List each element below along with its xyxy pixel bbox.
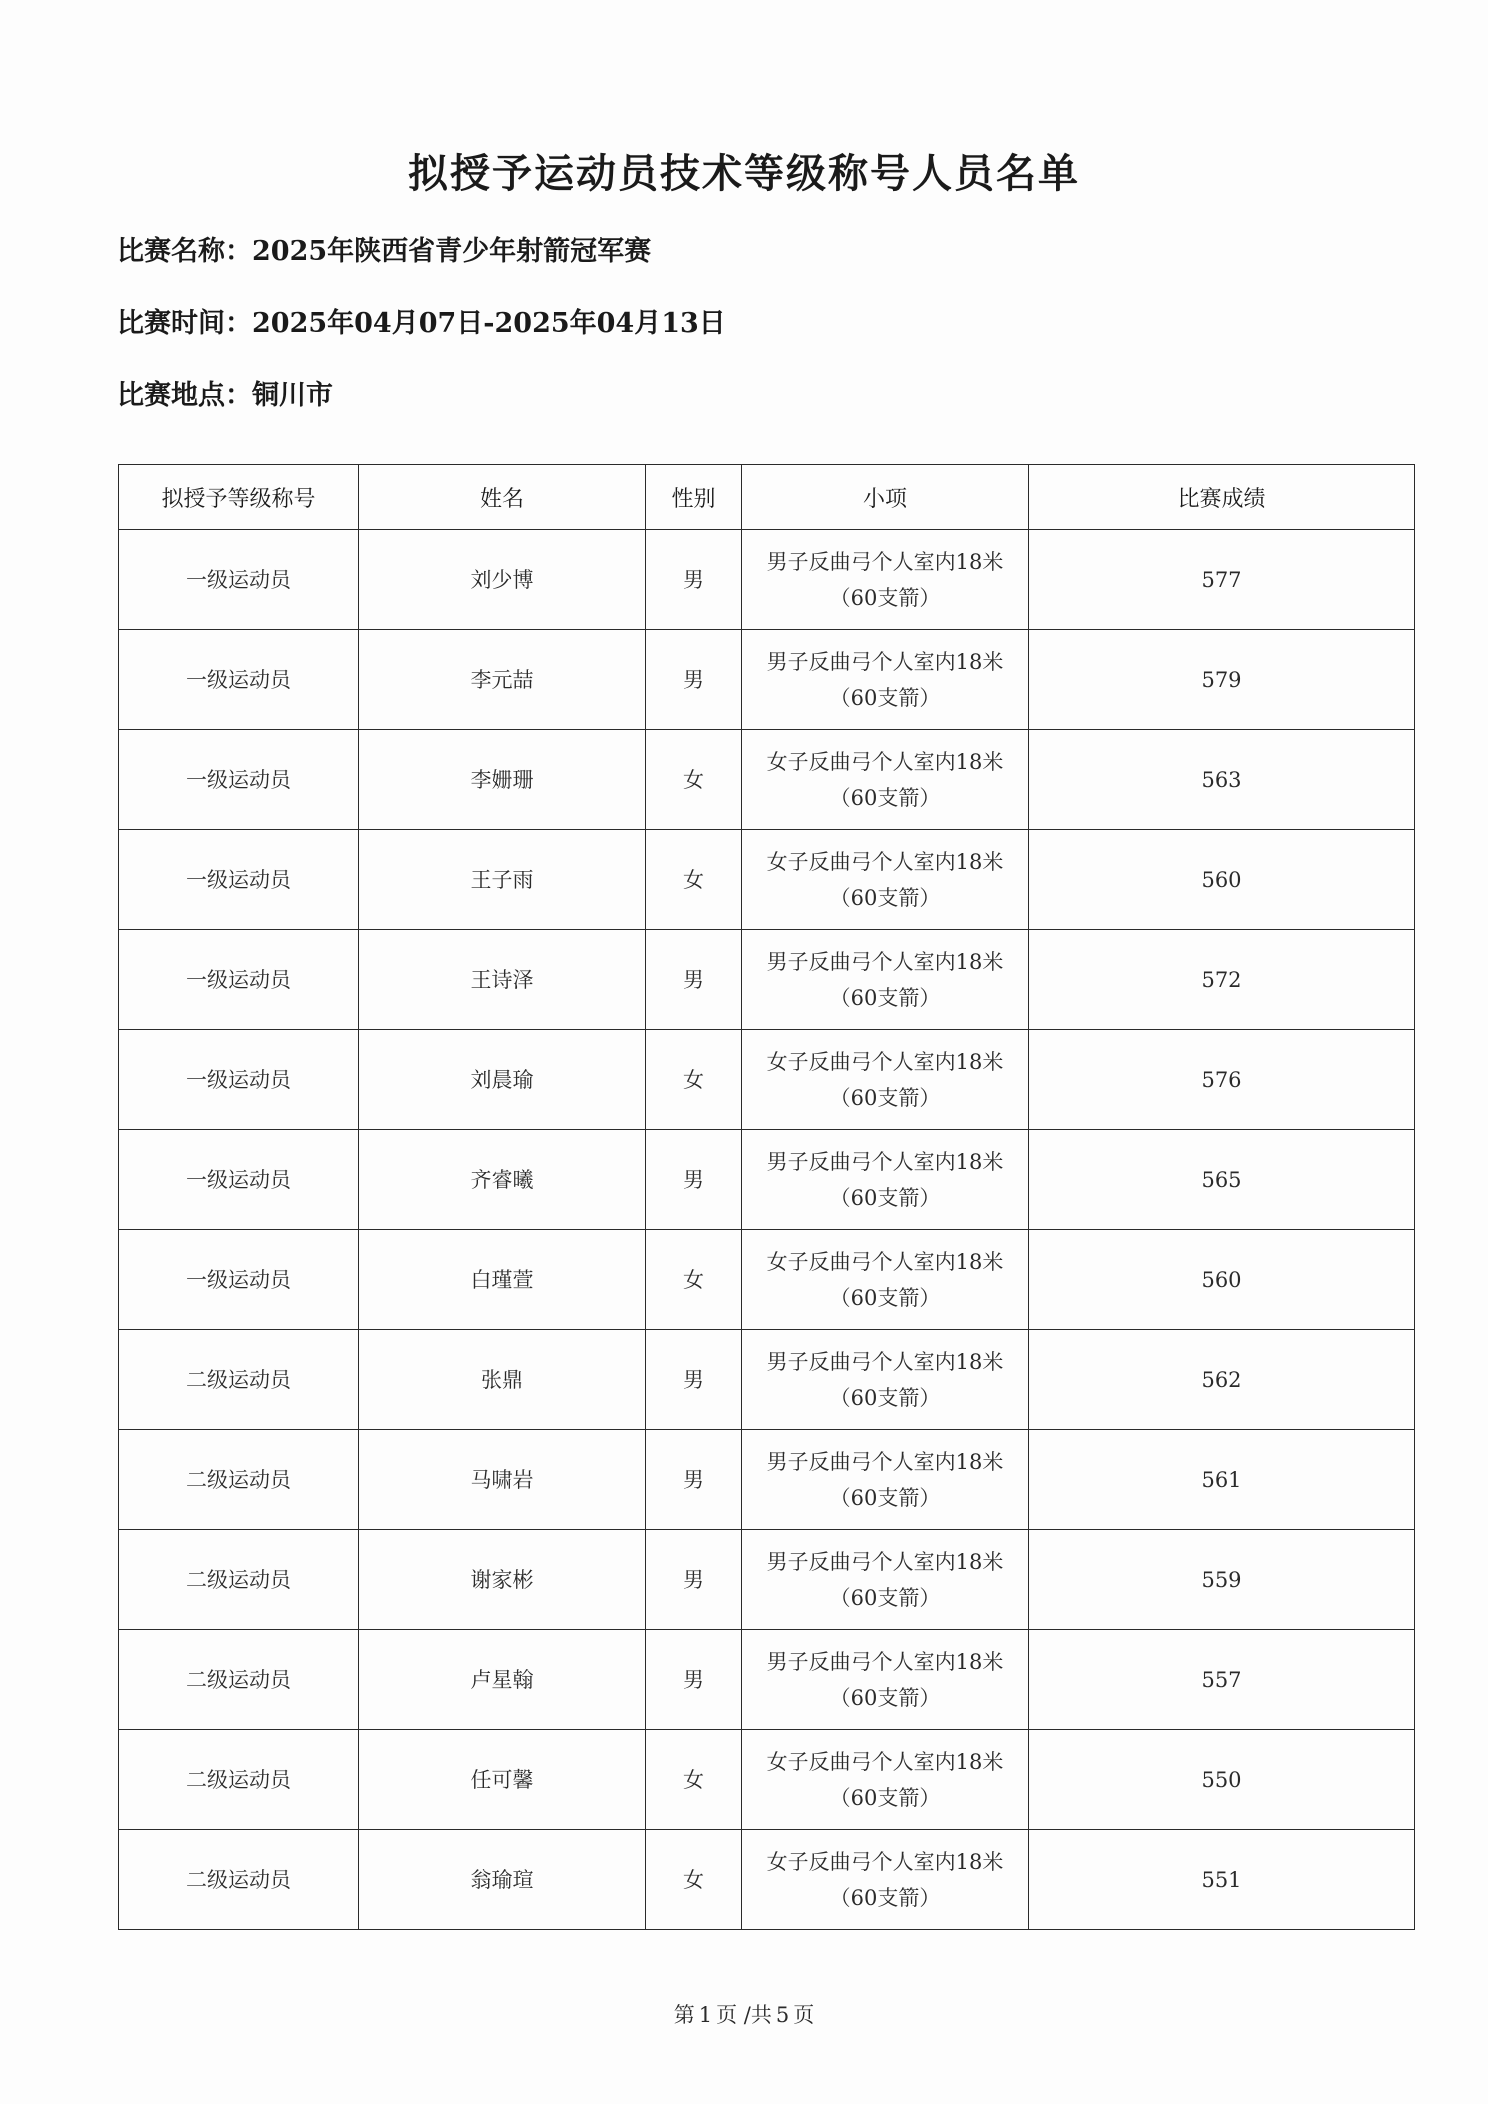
cell-name: 任可馨 bbox=[359, 1730, 646, 1830]
cell-name: 刘少博 bbox=[359, 530, 646, 630]
cell-grade: 二级运动员 bbox=[119, 1730, 359, 1830]
header-score: 比赛成绩 bbox=[1029, 465, 1415, 530]
cell-name: 卢星翰 bbox=[359, 1630, 646, 1730]
cell-event bbox=[742, 630, 1029, 730]
cell-name: 白瑾萱 bbox=[359, 1230, 646, 1330]
event-line-2: （60支箭） bbox=[829, 1185, 941, 1210]
event-line-2: （60支箭） bbox=[829, 885, 941, 910]
cell-grade: 一级运动员 bbox=[119, 630, 359, 730]
event-line-1: 女子反曲弓个人室内18米 bbox=[766, 1249, 1004, 1274]
cell-event bbox=[742, 1630, 1029, 1730]
cell-gender: 男 bbox=[646, 1630, 742, 1730]
cell-name: 齐睿曦 bbox=[359, 1130, 646, 1230]
cell-gender: 男 bbox=[646, 1330, 742, 1430]
cell-name: 马啸岩 bbox=[359, 1430, 646, 1530]
cell-gender: 男 bbox=[646, 1430, 742, 1530]
cell-score: 551 bbox=[1029, 1830, 1415, 1930]
cell-event bbox=[742, 1330, 1029, 1430]
cell-score: 576 bbox=[1029, 1030, 1415, 1130]
cell-score: 550 bbox=[1029, 1730, 1415, 1830]
cell-score: 560 bbox=[1029, 1230, 1415, 1330]
competition-name-line bbox=[117, 234, 651, 270]
cell-event bbox=[742, 1730, 1029, 1830]
event-line-2: （60支箭） bbox=[829, 585, 941, 610]
cell-gender: 男 bbox=[646, 1130, 742, 1230]
cell-event bbox=[742, 930, 1029, 1030]
cell-name: 刘晨瑜 bbox=[359, 1030, 646, 1130]
table-row bbox=[119, 730, 1415, 830]
page-number bbox=[0, 2000, 1488, 2030]
table-row bbox=[119, 530, 1415, 630]
event-line-2: （60支箭） bbox=[829, 1385, 941, 1410]
athlete-grade-table bbox=[118, 464, 1415, 1930]
competition-place-label: 比赛地点： bbox=[117, 380, 252, 411]
cell-score: 559 bbox=[1029, 1530, 1415, 1630]
event-line-2: （60支箭） bbox=[829, 1785, 941, 1810]
cell-event bbox=[742, 1230, 1029, 1330]
table-row bbox=[119, 1030, 1415, 1130]
cell-grade: 一级运动员 bbox=[119, 1030, 359, 1130]
cell-event bbox=[742, 830, 1029, 930]
cell-grade: 一级运动员 bbox=[119, 530, 359, 630]
table-row bbox=[119, 1430, 1415, 1530]
header-gender: 性别 bbox=[646, 465, 742, 530]
competition-place-value: 铜川市 bbox=[252, 380, 333, 411]
competition-name-label: 比赛名称： bbox=[117, 236, 252, 267]
cell-name: 张鼎 bbox=[359, 1330, 646, 1430]
competition-name-value: 2025年陕西省青少年射箭冠军赛 bbox=[252, 236, 652, 267]
cell-score: 565 bbox=[1029, 1130, 1415, 1230]
cell-gender: 女 bbox=[646, 1030, 742, 1130]
event-line-1: 女子反曲弓个人室内18米 bbox=[766, 749, 1004, 774]
competition-time-line bbox=[117, 306, 726, 342]
cell-name: 李姗珊 bbox=[359, 730, 646, 830]
table-row bbox=[119, 930, 1415, 1030]
header-grade: 拟授予等级称号 bbox=[119, 465, 359, 530]
event-line-2: （60支箭） bbox=[829, 1685, 941, 1710]
event-line-2: （60支箭） bbox=[829, 1085, 941, 1110]
event-line-1: 男子反曲弓个人室内18米 bbox=[766, 1449, 1004, 1474]
cell-gender: 男 bbox=[646, 630, 742, 730]
cell-grade: 二级运动员 bbox=[119, 1630, 359, 1730]
cell-score: 561 bbox=[1029, 1430, 1415, 1530]
table-body bbox=[119, 530, 1415, 1930]
event-line-1: 男子反曲弓个人室内18米 bbox=[766, 1349, 1004, 1374]
cell-event bbox=[742, 530, 1029, 630]
header-event: 小项 bbox=[742, 465, 1029, 530]
cell-gender: 女 bbox=[646, 730, 742, 830]
cell-score: 557 bbox=[1029, 1630, 1415, 1730]
page-total: 5 bbox=[775, 2003, 790, 2027]
event-line-2: （60支箭） bbox=[829, 1585, 941, 1610]
competition-place-line bbox=[117, 378, 333, 414]
event-line-2: （60支箭） bbox=[829, 1485, 941, 1510]
table-row bbox=[119, 1130, 1415, 1230]
cell-name: 王诗泽 bbox=[359, 930, 646, 1030]
event-line-1: 男子反曲弓个人室内18米 bbox=[766, 649, 1004, 674]
event-line-1: 男子反曲弓个人室内18米 bbox=[766, 549, 1004, 574]
table-header-row bbox=[119, 465, 1415, 530]
cell-grade: 一级运动员 bbox=[119, 1130, 359, 1230]
cell-name: 王子雨 bbox=[359, 830, 646, 930]
event-line-1: 男子反曲弓个人室内18米 bbox=[766, 1649, 1004, 1674]
table-row bbox=[119, 1230, 1415, 1330]
cell-name: 翁瑜瑄 bbox=[359, 1830, 646, 1930]
event-line-2: （60支箭） bbox=[829, 1285, 941, 1310]
page-current: 1 bbox=[698, 2003, 713, 2027]
page-prefix: 第 bbox=[673, 2003, 695, 2027]
event-line-2: （60支箭） bbox=[829, 785, 941, 810]
cell-grade: 一级运动员 bbox=[119, 830, 359, 930]
cell-event bbox=[742, 1030, 1029, 1130]
event-line-1: 男子反曲弓个人室内18米 bbox=[766, 949, 1004, 974]
document-title: 拟授予运动员技术等级称号人员名单 bbox=[408, 151, 1080, 197]
cell-gender: 男 bbox=[646, 530, 742, 630]
event-line-2: （60支箭） bbox=[829, 1885, 941, 1910]
event-line-2: （60支箭） bbox=[829, 685, 941, 710]
event-line-1: 女子反曲弓个人室内18米 bbox=[766, 1849, 1004, 1874]
table-row bbox=[119, 1330, 1415, 1430]
cell-gender: 女 bbox=[646, 1830, 742, 1930]
cell-grade: 一级运动员 bbox=[119, 1230, 359, 1330]
table-row bbox=[119, 1730, 1415, 1830]
cell-event bbox=[742, 1530, 1029, 1630]
cell-event bbox=[742, 730, 1029, 830]
cell-gender: 女 bbox=[646, 1230, 742, 1330]
event-line-1: 女子反曲弓个人室内18米 bbox=[766, 1049, 1004, 1074]
table-row bbox=[119, 1530, 1415, 1630]
cell-grade: 二级运动员 bbox=[119, 1830, 359, 1930]
cell-grade: 二级运动员 bbox=[119, 1330, 359, 1430]
page-middle: 页 /共 bbox=[716, 2003, 772, 2027]
cell-grade: 二级运动员 bbox=[119, 1530, 359, 1630]
event-line-1: 男子反曲弓个人室内18米 bbox=[766, 1549, 1004, 1574]
table-row bbox=[119, 630, 1415, 730]
cell-gender: 男 bbox=[646, 930, 742, 1030]
header-name: 姓名 bbox=[359, 465, 646, 530]
event-line-1: 女子反曲弓个人室内18米 bbox=[766, 849, 1004, 874]
cell-score: 562 bbox=[1029, 1330, 1415, 1430]
cell-name: 谢家彬 bbox=[359, 1530, 646, 1630]
competition-time-value: 2025年04月07日-2025年04月13日 bbox=[252, 308, 726, 339]
cell-name: 李元喆 bbox=[359, 630, 646, 730]
cell-score: 572 bbox=[1029, 930, 1415, 1030]
cell-event bbox=[742, 1830, 1029, 1930]
event-line-1: 男子反曲弓个人室内18米 bbox=[766, 1149, 1004, 1174]
event-line-2: （60支箭） bbox=[829, 985, 941, 1010]
cell-gender: 男 bbox=[646, 1530, 742, 1630]
cell-gender: 女 bbox=[646, 830, 742, 930]
page-suffix: 页 bbox=[793, 2003, 815, 2027]
competition-time-label: 比赛时间： bbox=[117, 308, 252, 339]
cell-score: 579 bbox=[1029, 630, 1415, 730]
table-row bbox=[119, 830, 1415, 930]
cell-score: 563 bbox=[1029, 730, 1415, 830]
cell-grade: 二级运动员 bbox=[119, 1430, 359, 1530]
table-row bbox=[119, 1630, 1415, 1730]
cell-event bbox=[742, 1130, 1029, 1230]
event-line-1: 女子反曲弓个人室内18米 bbox=[766, 1749, 1004, 1774]
cell-score: 577 bbox=[1029, 530, 1415, 630]
table-row bbox=[119, 1830, 1415, 1930]
cell-event bbox=[742, 1430, 1029, 1530]
cell-gender: 女 bbox=[646, 1730, 742, 1830]
cell-score: 560 bbox=[1029, 830, 1415, 930]
cell-grade: 一级运动员 bbox=[119, 730, 359, 830]
cell-grade: 一级运动员 bbox=[119, 930, 359, 1030]
